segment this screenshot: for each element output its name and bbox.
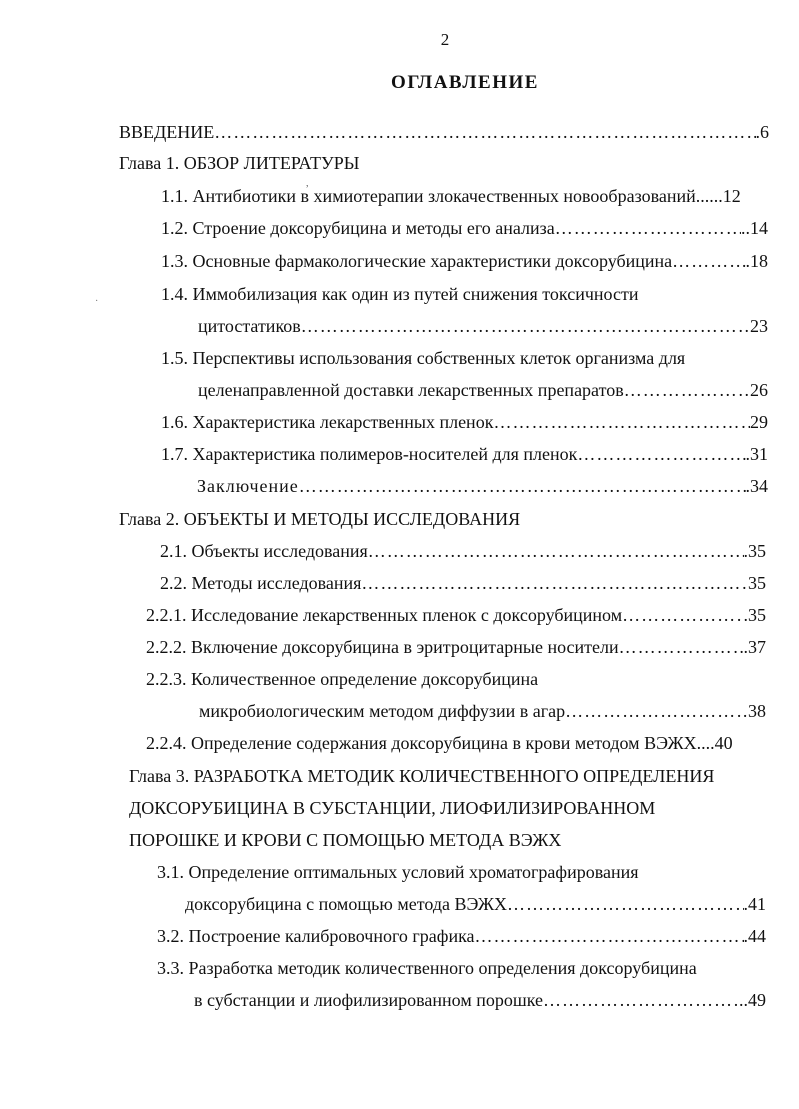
toc-entry-text: ВВЕДЕНИЕ xyxy=(119,122,215,142)
toc-entry-conclusion[interactable] xyxy=(197,475,768,497)
toc-page-number: .31 xyxy=(745,444,768,464)
scan-artifact-dot: · xyxy=(95,296,99,307)
page-number: 2 xyxy=(440,30,450,49)
dot-leader xyxy=(577,443,745,465)
toc-entry-2-2-3-line-1[interactable]: 2.2.3. Количественное определение доксорубицина xyxy=(146,669,539,689)
toc-page-number: .6 xyxy=(755,122,769,142)
toc-entry-1-6[interactable] xyxy=(161,411,768,433)
toc-entry-text: целенаправленной доставки лекарственных препаратов xyxy=(198,380,624,400)
toc-entry-text: Заключение xyxy=(197,476,299,496)
page-title: ОГЛАВЛЕНИЕ xyxy=(391,72,539,93)
toc-page-number: .18 xyxy=(745,251,768,271)
toc-entry-1-2[interactable] xyxy=(161,217,768,239)
toc-page-number: .35 xyxy=(743,605,766,625)
toc-entry-introduction[interactable] xyxy=(119,121,769,143)
toc-entry-text: микробиологическим методом диффузии в агар xyxy=(199,701,566,721)
toc-page-number: 23 xyxy=(750,316,768,336)
toc-entry-1-3[interactable] xyxy=(161,250,768,272)
toc-entry-1-4-line-1[interactable]: 1.4. Иммобилизация как один из путей снижения токсичности xyxy=(161,284,639,304)
toc-entry-1-7[interactable] xyxy=(161,443,768,465)
toc-entry-2-2[interactable] xyxy=(160,572,766,594)
dot-leader xyxy=(493,411,750,433)
toc-entry-text: 1.3. Основные фармакологические характеристики доксорубицина xyxy=(161,251,673,271)
toc-chapter-3-heading-line-2[interactable]: ДОКСОРУБИЦИНА В СУБСТАНЦИИ, ЛИОФИЛИЗИРОВАННОМ xyxy=(129,798,656,818)
toc-entry-text: 3.2. Построение калибровочного графика xyxy=(157,926,475,946)
toc-entry-text: 2.1. Объекты исследования xyxy=(160,541,368,561)
dot-leader xyxy=(368,540,744,562)
dot-leader xyxy=(619,636,744,658)
toc-entry-2-2-4[interactable]: 2.2.4. Определение содержания доксорубицина в крови методом ВЭЖХ....40 xyxy=(146,733,733,753)
dot-leader xyxy=(543,989,739,1011)
toc-chapter-3-heading-line-3[interactable]: ПОРОШКЕ И КРОВИ С ПОМОЩЬЮ МЕТОДА ВЭЖХ xyxy=(129,830,562,850)
dot-leader xyxy=(624,379,750,401)
dot-leader xyxy=(555,217,741,239)
dot-leader xyxy=(622,604,743,626)
toc-chapter-1-heading[interactable]: Глава 1. ОБЗОР ЛИТЕРАТУРЫ xyxy=(119,153,360,173)
toc-entry-1-5-line-1[interactable]: 1.5. Перспективы использования собственных клеток организма для xyxy=(161,348,686,368)
toc-entry-1-4-line-2[interactable] xyxy=(198,315,768,337)
dot-leader xyxy=(299,475,746,497)
toc-page-number: 38 xyxy=(748,701,766,721)
toc-page-number: 26 xyxy=(750,380,768,400)
toc-entry-3-1-line-1[interactable]: 3.1. Определение оптимальных условий хроматографирования xyxy=(157,862,639,882)
toc-page-number: ..14 xyxy=(741,218,768,238)
toc-chapter-2-heading[interactable]: Глава 2. ОБЪЕКТЫ И МЕТОДЫ ИССЛЕДОВАНИЯ xyxy=(119,509,521,529)
dot-leader xyxy=(672,250,745,272)
dot-leader xyxy=(301,315,750,337)
toc-entry-text: 1.1. Антибиотики в химиотерапии злокачественных новообразований xyxy=(161,186,696,206)
toc-entry-text: 2.2. Методы исследования xyxy=(160,573,362,593)
toc-entry-2-2-1[interactable] xyxy=(146,604,766,626)
dot-leader xyxy=(361,572,748,594)
toc-entry-text: 2.2.2. Включение доксорубицина в эритроцитарные носители xyxy=(146,637,619,657)
toc-page-number: .34 xyxy=(745,476,768,496)
toc-entry-text: 2.2.1. Исследование лекарственных пленок с доксорубицином xyxy=(146,605,623,625)
toc-entry-3-3-line-2[interactable] xyxy=(194,989,766,1011)
scan-artifact-mark: , xyxy=(306,178,309,189)
toc-entry-3-2[interactable] xyxy=(157,925,766,947)
toc-entry-text: 1.7. Характеристика полимеров-носителей для пленок xyxy=(161,444,578,464)
toc-entry-text: 1.6. Характеристика лекарственных пленок xyxy=(161,412,494,432)
toc-entry-2-1[interactable] xyxy=(160,540,766,562)
toc-entry-text: доксорубицина с помощью метода ВЭЖХ xyxy=(185,894,508,914)
toc-entry-1-1[interactable] xyxy=(161,185,768,207)
toc-page-number: 29 xyxy=(750,412,768,432)
toc-page-number: 35 xyxy=(748,573,766,593)
toc-page-number: ......12 xyxy=(695,186,741,206)
dot-leader xyxy=(214,121,755,143)
toc-chapter-3-heading-line-1[interactable]: Глава 3. РАЗРАБОТКА МЕТОДИК КОЛИЧЕСТВЕННОГО ОПРЕДЕЛЕНИЯ xyxy=(129,766,715,786)
dot-leader xyxy=(475,925,744,947)
dot-leader xyxy=(565,700,748,722)
toc-entry-3-3-line-1[interactable]: 3.3. Разработка методик количественного определения доксорубицина xyxy=(157,958,697,978)
toc-entry-text: цитостатиков xyxy=(198,316,301,336)
toc-entry-text: 1.2. Строение доксорубицина и методы его анализа xyxy=(161,218,555,238)
toc-entry-2-2-2[interactable] xyxy=(146,636,766,658)
toc-entry-2-2-3-line-2[interactable] xyxy=(199,700,766,722)
toc-page-number: ..49 xyxy=(739,990,766,1010)
toc-page-number: .44 xyxy=(743,926,766,946)
toc-entry-3-1-line-2[interactable] xyxy=(185,893,766,915)
toc-entry-1-5-line-2[interactable] xyxy=(198,379,768,401)
dot-leader xyxy=(507,893,743,915)
toc-page-number: .41 xyxy=(743,894,766,914)
toc-page-number: .37 xyxy=(743,637,766,657)
toc-page-number: .35 xyxy=(743,541,766,561)
toc-entry-text: в субстанции и лиофилизированном порошке xyxy=(194,990,544,1010)
